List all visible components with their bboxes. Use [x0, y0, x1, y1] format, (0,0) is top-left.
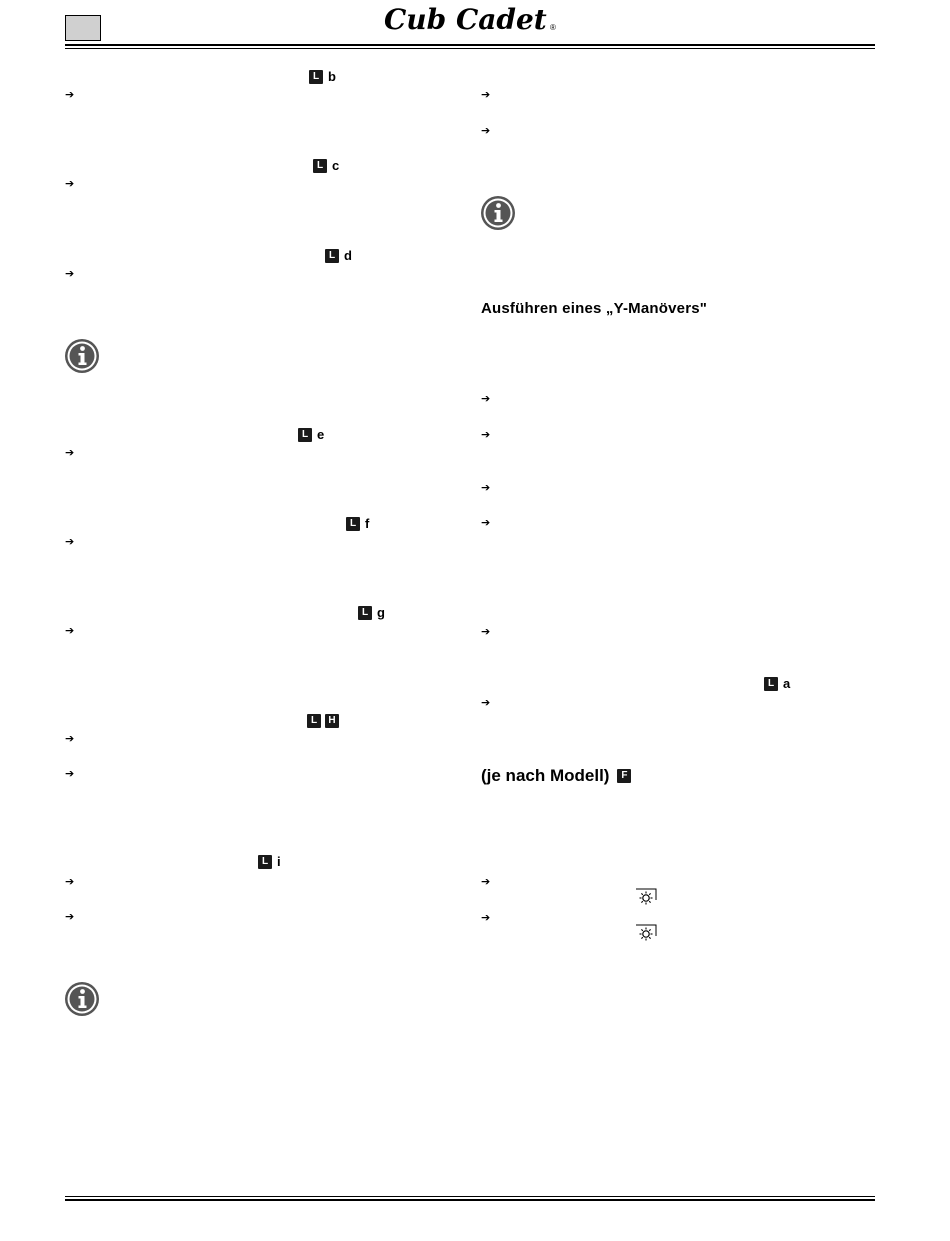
arrow-icon: ➔: [65, 910, 75, 923]
arrow-icon: ➔: [65, 624, 75, 637]
figure-box-l: L: [346, 517, 360, 531]
figure-box-l: L: [325, 249, 339, 263]
figure-box-l: L: [258, 855, 272, 869]
arrow-icon: ➔: [65, 767, 75, 780]
info-icon: [64, 338, 100, 374]
arrow-icon: ➔: [481, 124, 491, 137]
figure-ref-suffix: e: [317, 427, 325, 442]
figure-box-h: H: [325, 714, 339, 728]
arrow-icon: ➔: [65, 875, 75, 888]
figure-ref-i: [258, 855, 281, 869]
arrow-icon: ➔: [481, 88, 491, 101]
figure-ref-suffix: b: [328, 69, 336, 84]
figure-ref-g: [358, 606, 385, 620]
figure-ref-suffix: f: [365, 516, 370, 531]
cub-cadet-logo: [380, 2, 570, 38]
arrow-icon: ➔: [481, 392, 491, 405]
figure-ref-suffix: d: [344, 248, 352, 263]
arrow-icon: ➔: [481, 625, 491, 638]
arrow-icon: ➔: [481, 481, 491, 494]
footer-rule-thin: [65, 1196, 875, 1197]
svg-text:®: ®: [550, 23, 556, 32]
section-heading-model: [481, 766, 631, 786]
figure-ref-c: [313, 159, 339, 173]
arrow-icon: ➔: [481, 696, 491, 709]
footer-rule-thick: [65, 1199, 875, 1201]
figure-ref-e: [298, 428, 324, 442]
arrow-icon: ➔: [481, 428, 491, 441]
figure-ref-suffix: c: [332, 158, 340, 173]
figure-ref-l-h: [307, 714, 344, 728]
figure-ref-f: [346, 517, 369, 531]
arrow-icon: ➔: [481, 911, 491, 924]
info-icon: [64, 981, 100, 1017]
sun-icon: [635, 888, 657, 906]
arrow-icon: ➔: [65, 267, 75, 280]
figure-ref-d: [325, 249, 352, 263]
arrow-icon: ➔: [65, 732, 75, 745]
figure-box-l: L: [309, 70, 323, 84]
page-number-tab: [65, 15, 101, 41]
header-rule-thin: [65, 48, 875, 49]
arrow-icon: ➔: [481, 875, 491, 888]
figure-box-l: L: [313, 159, 327, 173]
arrow-icon: ➔: [65, 177, 75, 190]
figure-box-l: L: [358, 606, 372, 620]
figure-ref-suffix: a: [783, 676, 791, 691]
figure-box-l: L: [764, 677, 778, 691]
arrow-icon: ➔: [481, 516, 491, 529]
arrow-icon: ➔: [65, 446, 75, 459]
header-rule-thick: [65, 44, 875, 46]
figure-box-l: L: [307, 714, 321, 728]
figure-ref-a: [764, 677, 790, 691]
figure-ref-suffix: g: [377, 605, 385, 620]
section-heading-y-manoever: Ausführen eines „Y-Manövers": [481, 300, 708, 317]
figure-ref-b: [309, 70, 336, 84]
arrow-icon: ➔: [65, 535, 75, 548]
figure-box-f: F: [617, 769, 631, 783]
info-icon: [480, 195, 516, 231]
svg-text:Cub Cadet: Cub Cadet: [384, 3, 547, 36]
figure-box-l: L: [298, 428, 312, 442]
figure-ref-suffix: i: [277, 854, 281, 869]
heading-model-text: (je nach Modell): [481, 766, 610, 785]
arrow-icon: ➔: [65, 88, 75, 101]
sun-icon: [635, 924, 657, 942]
